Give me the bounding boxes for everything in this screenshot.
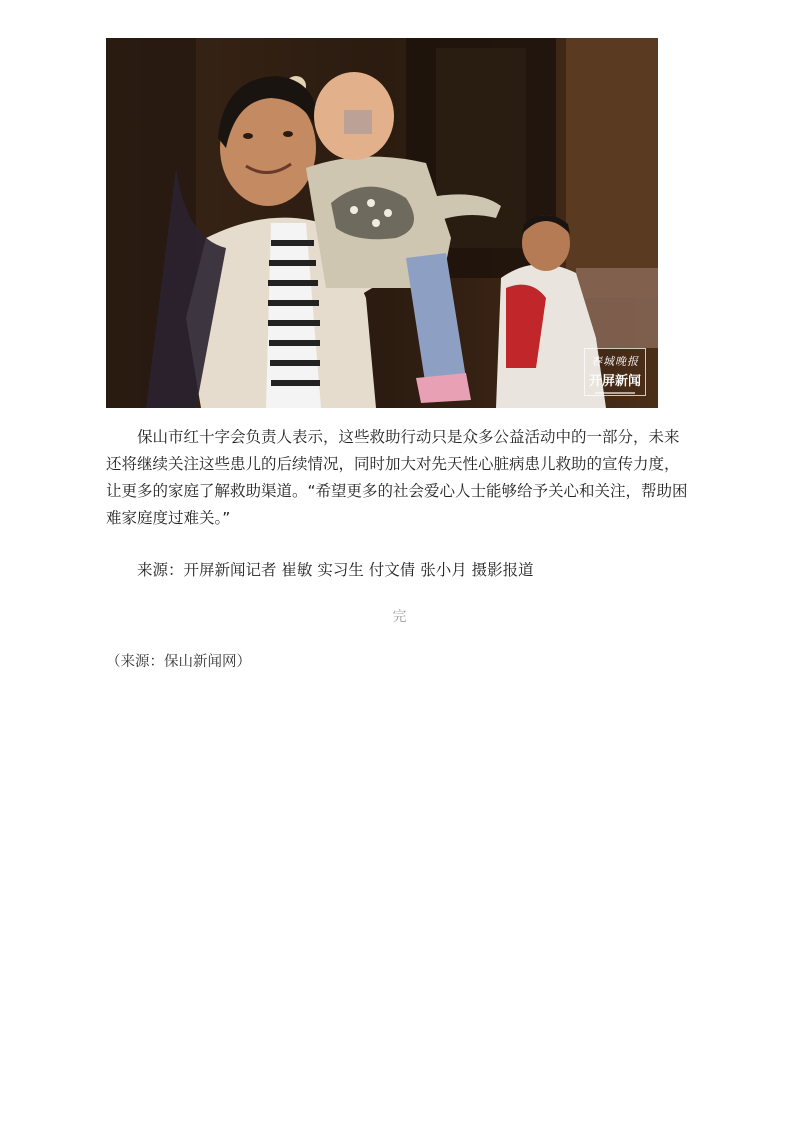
- source-credit: 来源：开屏新闻记者 崔敏 实习生 付文倩 张小月 摄影报道: [137, 561, 534, 579]
- end-mark: 完: [392, 609, 407, 625]
- article-photo: [106, 38, 658, 408]
- origin-note: （来源：保山新闻网）: [106, 654, 251, 670]
- wooden-wall: [566, 38, 658, 298]
- blurred-face: [344, 110, 372, 134]
- article-paragraph: 保山市红十字会负责人表示，这些救助行动只是众多公益活动中的一部分，未来还将继续关注这些患儿的后续情况，同时加大对先天性心脏病患儿救助的宣传力度，让更多的家庭了解救助渠道。“希望更多的社会爱心人士能够给予关心和关注，帮助困难家庭度过难关。”: [106, 428, 688, 527]
- kaiping-news-watermark: [584, 348, 646, 396]
- photo-illustration: [106, 38, 658, 408]
- watermark-brand: 春城晚报: [591, 355, 639, 368]
- watermark-name: 开屏新闻: [588, 374, 641, 389]
- watermark-bar: [595, 392, 635, 394]
